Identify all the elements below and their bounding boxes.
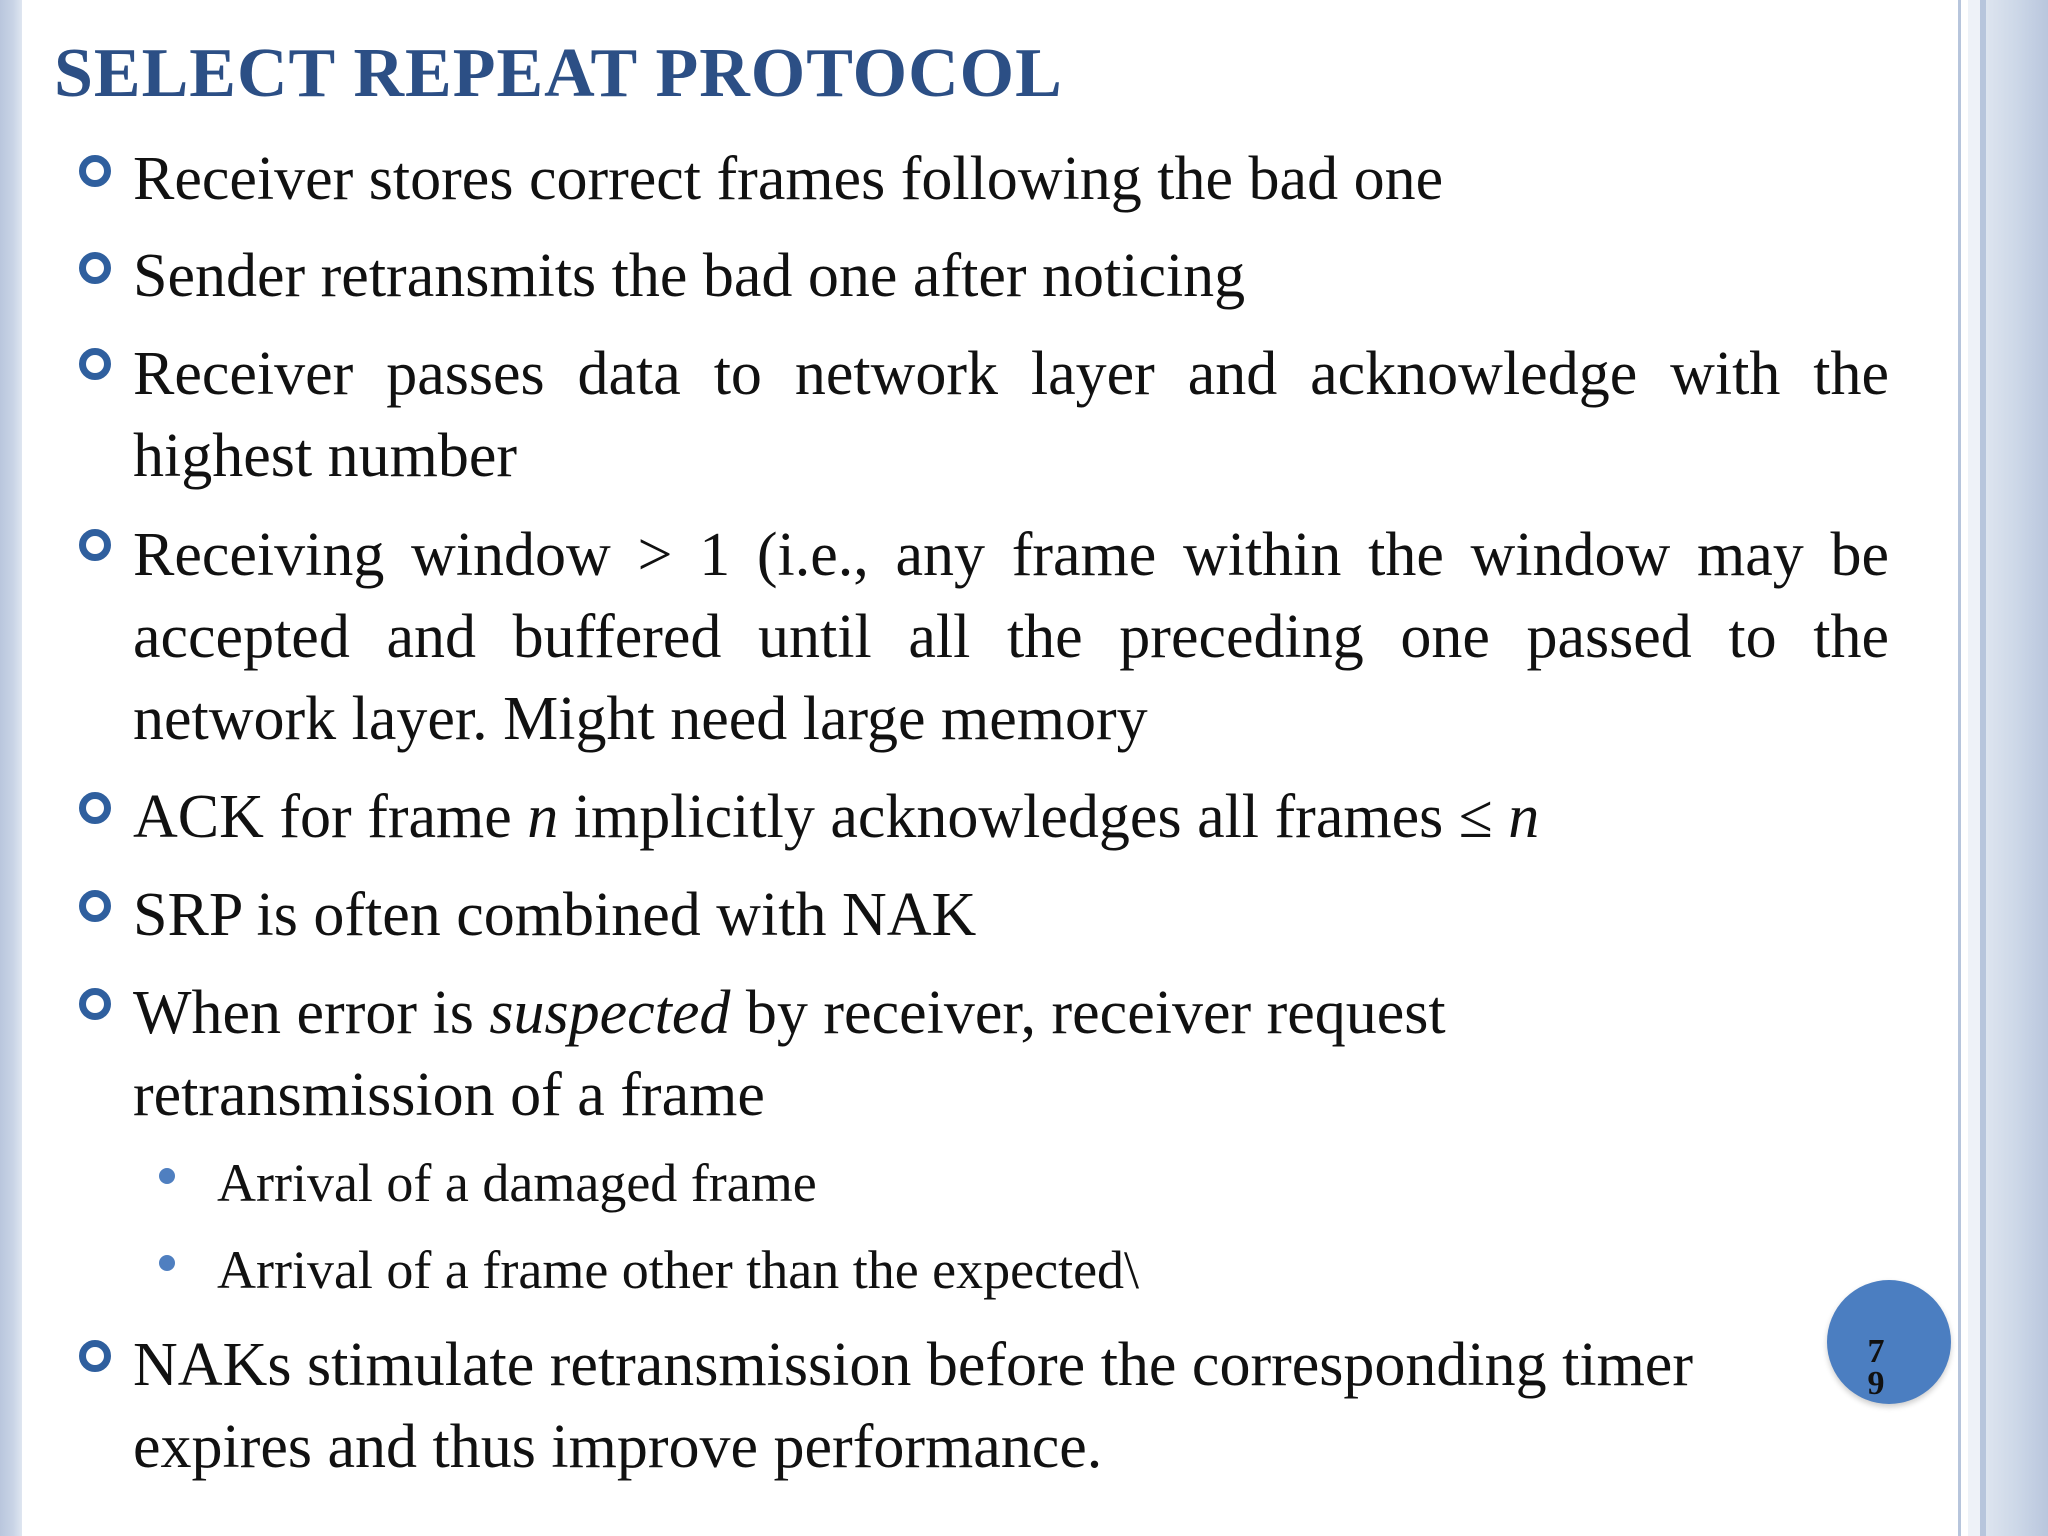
filled-dot-bullet-icon bbox=[159, 1255, 175, 1271]
text-run: by receiver, receiver request retransmission of a frame bbox=[133, 979, 1446, 1129]
slide-title: SELECT REPEAT PROTOCOL bbox=[54, 35, 1063, 112]
bullet-text: SRP is often combined with NAK bbox=[133, 881, 977, 949]
bullet-text: NAKs stimulate retransmission before the corresponding timer expires and thus improve performance. bbox=[133, 1331, 1693, 1481]
hollow-ring-bullet-icon bbox=[79, 988, 111, 1020]
hollow-ring-bullet-icon bbox=[79, 1340, 111, 1372]
text-run: ACK for frame bbox=[133, 783, 528, 851]
italic-variable: n bbox=[527, 783, 559, 851]
bullet-text bbox=[133, 776, 1889, 858]
page-number: 79 bbox=[1867, 1333, 1885, 1402]
hollow-ring-bullet-icon bbox=[79, 890, 111, 922]
hollow-ring-bullet-icon bbox=[79, 348, 111, 380]
bullet-text: Sender retransmits the bad one after noticing bbox=[133, 242, 1246, 310]
italic-word: suspected bbox=[489, 979, 731, 1047]
hollow-ring-bullet-icon bbox=[79, 252, 111, 284]
sub-bullet-text: Arrival of a damaged frame bbox=[217, 1153, 817, 1213]
bullet-text: Receiver passes data to network layer and acknowledge with the highest number bbox=[133, 340, 1889, 490]
hollow-ring-bullet-icon bbox=[79, 792, 111, 824]
filled-dot-bullet-icon bbox=[159, 1168, 175, 1184]
hollow-ring-bullet-icon bbox=[79, 155, 111, 187]
bullet-text: Receiver stores correct frames following the bad one bbox=[133, 145, 1444, 213]
bullet-text: Receiving window > 1 (i.e., any frame within the window may be accepted and buffered until all the preceding one passed to the network layer. Might need large memory bbox=[133, 521, 1889, 753]
italic-variable: n bbox=[1508, 783, 1540, 851]
hollow-ring-bullet-icon bbox=[79, 529, 111, 561]
text-run: When error is bbox=[133, 979, 490, 1047]
bullet-text bbox=[133, 972, 1673, 1136]
text-run: implicitly acknowledges all frames ≤ bbox=[558, 783, 1509, 851]
sub-bullet-text: Arrival of a frame other than the expected\ bbox=[217, 1240, 1140, 1300]
